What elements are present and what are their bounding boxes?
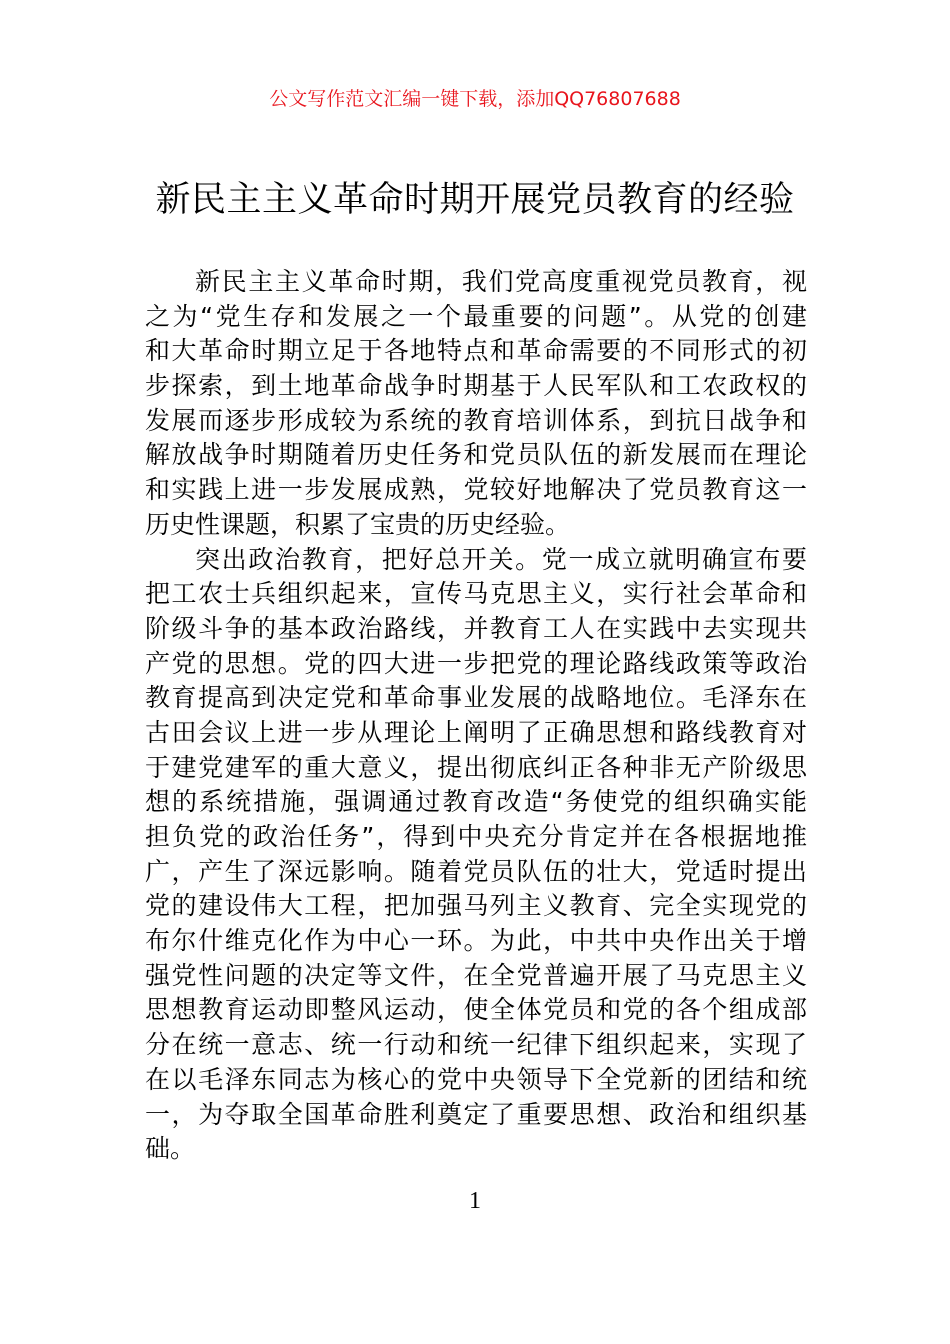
page-number: 1 xyxy=(469,1188,481,1214)
paragraph-line: 之为“党生存和发展之一个最重要的问题”。从党的创建 xyxy=(145,301,807,331)
paragraph-line: 古田会议上进一步从理论上阐明了正确思想和路线教育对 xyxy=(145,717,807,747)
paragraph-line: 思想教育运动即整风运动，使全体党员和党的各个组成部 xyxy=(145,995,807,1025)
paragraph-line: 发展而逐步形成较为系统的教育培训体系，到抗日战争和 xyxy=(145,405,807,435)
paragraph-line: 新民主主义革命时期，我们党高度重视党员教育，视 xyxy=(195,267,807,296)
paragraph xyxy=(145,265,807,543)
paragraph-line: 和实践上进一步发展成熟，党较好地解决了党员教育这一 xyxy=(145,475,807,505)
paragraph-line: 把工农士兵组织起来，宣传马克思主义，实行社会革命和 xyxy=(145,579,807,609)
paragraph-line: 解放战争时期随着历史任务和党员队伍的新发展而在理论 xyxy=(145,440,807,470)
paragraph-line: 阶级斗争的基本政治路线，并教育工人在实践中去实现共 xyxy=(145,613,807,643)
paragraph-line: 分在统一意志、统一行动和统一纪律下组织起来，实现了 xyxy=(145,1030,807,1060)
paragraph-line: 和大革命时期立足于各地特点和革命需要的不同形式的初 xyxy=(145,336,807,366)
paragraph-line: 于建党建军的重大意义，提出彻底纠正各种非无产阶级思 xyxy=(145,752,807,782)
paragraph-line: 强党性问题的决定等文件，在全党普遍开展了马克思主义 xyxy=(145,960,807,990)
paragraph-line: 历史性课题，积累了宝贵的历史经验。 xyxy=(145,509,571,539)
paragraph-line: 担负党的政治任务”，得到中央充分肯定并在各根据地推 xyxy=(145,822,807,851)
paragraph-line: 产党的思想。党的四大进一步把党的理论路线政策等政治 xyxy=(145,648,807,678)
paragraph xyxy=(145,543,807,1167)
document-body xyxy=(145,265,807,1167)
document-title: 新民主主义革命时期开展党员教育的经验 xyxy=(155,180,795,220)
paragraph-line: 布尔什维克化作为中心一环。为此，中共中央作出关于增 xyxy=(145,926,807,956)
paragraph-line: 党的建设伟大工程，把加强马列主义教育、完全实现党的 xyxy=(145,891,807,921)
paragraph-line: 广，产生了深远影响。随着党员队伍的壮大，党适时提出 xyxy=(145,856,807,886)
header-watermark: 公文写作范文汇编一键下载，添加QQ76807688 xyxy=(269,88,681,110)
paragraph-line: 想的系统措施，强调通过教育改造“务使党的组织确实能 xyxy=(145,787,807,817)
paragraph-line: 一，为夺取全国革命胜利奠定了重要思想、政治和组织基 xyxy=(145,1099,807,1129)
paragraph-line: 在以毛泽东同志为核心的党中央领导下全党新的团结和统 xyxy=(145,1064,807,1094)
paragraph-line: 础。 xyxy=(145,1134,196,1164)
paragraph-line: 步探索，到土地革命战争时期基于人民军队和工农政权的 xyxy=(145,371,807,401)
paragraph-line: 教育提高到决定党和革命事业发展的战略地位。毛泽东在 xyxy=(145,683,807,713)
paragraph-line: 突出政治教育，把好总开关。党一成立就明确宣布要 xyxy=(195,544,807,574)
